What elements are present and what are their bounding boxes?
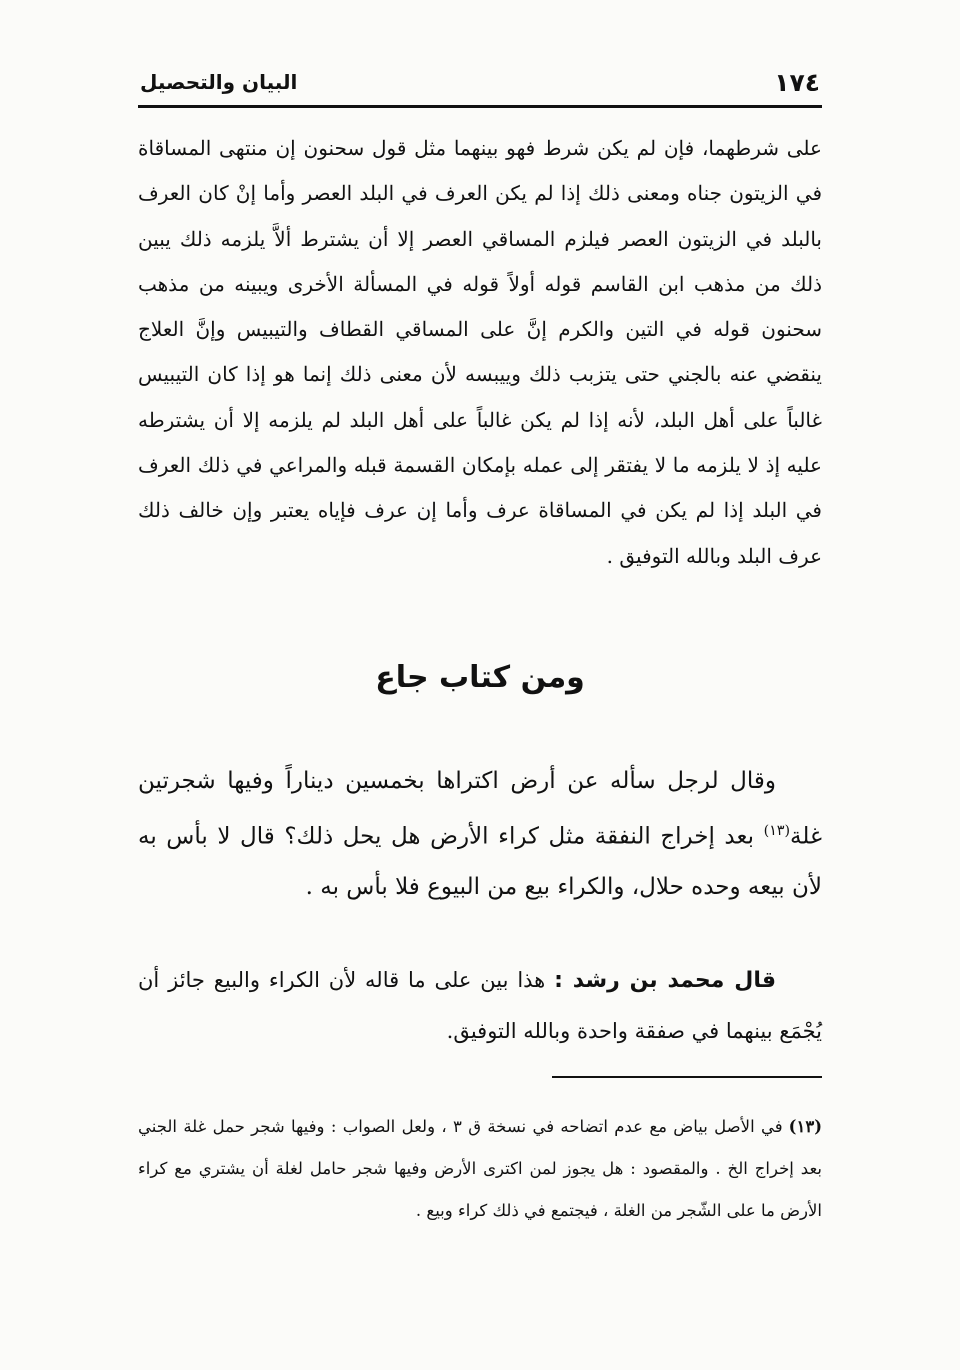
body-paragraph: على شرطهما، فإن لم يكن شرط فهو بينهما مثل قول سحنون إن منتهى المساقاة في الزيتون جناه ومعنى ذلك إذا لم يكن العرف في البلد العصر وأما إنْ كان العرف بالبلد في الزيتون العصر فيلزم المساقي العصر إلا أن يشترط ألاَّ يلزمه ذلك يبين ذلك من مذهب ابن القاسم قوله أولاً قوله في المسألة الأخرى ويبينه من مذهب سحنون قوله في التين والكرم إنَّ على المساقي القطاف والتيبيس وإنَّ العلاج ينقضي عنه بالجني حتى يتزبب ذلك وييبسه لأن معنى ذلك إنما هو إذا كان التيبيس غالباً على أهل البلد، لأنه إذا لم يكن غالباً على أهل البلد لم يلزمه إلا أن يشترطه عليه إذ لا يلزمه ما لا يفتقر إلى عمله بإمكان القسمة قبله والمراعي في ذلك العرف في البلد إذا لم يكن في المساقاة عرف وأما إن عرف فإياه يعتبر وإن خالف ذلك عرف البلد وبالله التوفيق . [138,136,822,568]
question-text-start: وقال لرجل سأله عن أرض اكتراها بخمسين ديناراً وفيها شجرتين غلة [138,768,822,850]
question-paragraph [138,756,822,912]
footnote-marker: (١٣) [763,823,791,839]
footnote-text: في الأصل بياض مع عدم اتضاحه في نسخة ق ٣ ، ولعل الصواب : وفيها شجر حمل غلة الجني بعد إخراج الخ . والمقصود : هل يجوز لمن اكترى الأرض وفيها شجر حامل لغلة أن يشتري مع كراء الأرض ما على الشّجر من الغلة ، فيجتمع في ذلك كراء وبيع . [138,1117,822,1220]
running-title: البيان والتحصيل [140,70,298,94]
header-rule [138,105,822,108]
commentary-text: هذا بين على ما قاله لأن الكراء والبيع جائز أن يُجْمَع بينهما في صفقة واحدة وبالله التوفيق. [138,968,822,1043]
footnote-rule [552,1076,822,1078]
footnote-number: (١٣) [788,1117,822,1136]
question-text-end: بعد إخراج النفقة مثل كراء الأرض هل يحل ذلك؟ قال لا بأس به لأن بيعه وحده حلال، والكراء بيع من البيوع فلا بأس به . [138,823,822,900]
commentary-speaker: قال محمد بن رشد : [554,968,776,993]
section-heading: ومن كتاب جاع [375,660,585,695]
page-number: ١٧٤ [774,68,820,97]
page-header [140,66,820,102]
footnote [138,1106,822,1232]
commentary-paragraph [138,955,822,1056]
